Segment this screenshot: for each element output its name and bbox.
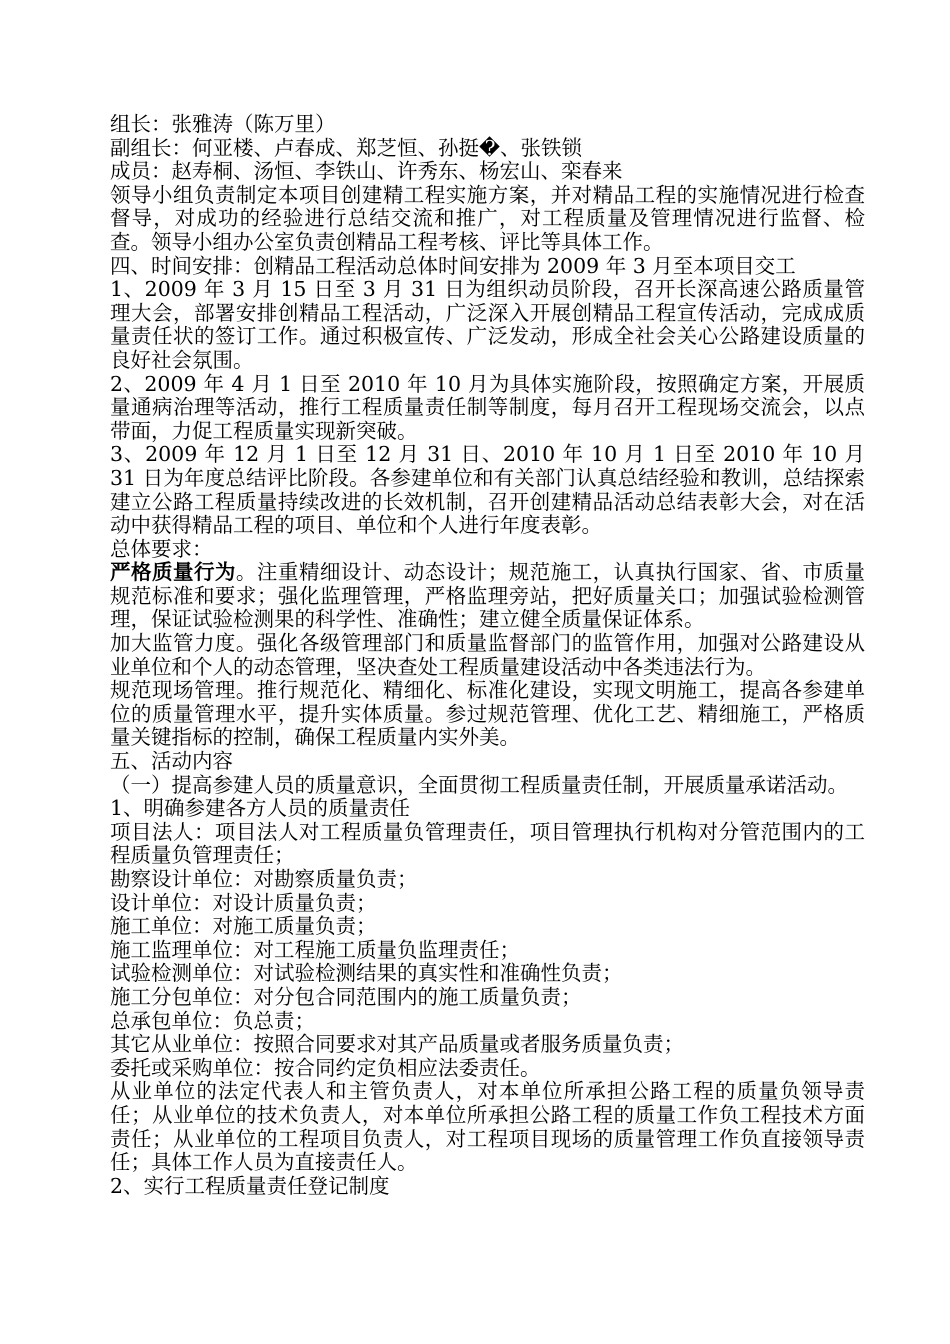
deputy-team-leaders: 副组长：何亚楼、卢春成、郑芝恒、孙挺�、张铁锁 [110,135,583,160]
team-leader: 组长：张雅涛（陈万里） [110,112,336,136]
item-one-heading: 1、明确参建各方人员的质量责任 [110,796,411,821]
overall-requirements-heading: 总体要求： [110,536,213,561]
section-five-heading: 五、活动内容 [110,749,233,774]
responsibility-procurement: 委托或采购单位：按合同约定负相应法委责任。 [110,1055,541,1080]
site-management-paragraph: 规范现场管理。推行规范化、精细化、标准化建设，实现文明施工，提高各参建单位的质量管理水平，提升实体质量。参过规范管理、优化工艺、精细施工，严格质量关键指标的控制，确保工程质量内实外美。 [110,678,865,750]
section-four-heading: 四、时间安排：创精品工程活动总体时间安排为 2009 年 3 月至本项目交工 [110,253,796,278]
strict-quality-lead: 严格质量行为 [110,560,236,585]
responsibility-construction: 施工单位：对施工质量负责； [110,914,377,939]
leadership-duties: 领导小组负责制定本项目创建精工程实施方案，并对精品工程的实施情况进行检查督导，对成功的经验进行总结交流和推广，对工程质量及管理情况进行监督、检查。领导小组办公室负责创精品工程考核、评比等具体工作。 [110,182,865,254]
item-two-heading: 2、实行工程质量责任登记制度 [110,1173,390,1198]
responsibility-testing: 试验检测单位：对试验检测结果的真实性和准确性负责； [110,961,623,986]
responsibility-other: 其它从业单位：按照合同要求对其产品质量或者服务质量负责； [110,1032,684,1057]
responsibility-subcontract: 施工分包单位：对分包合同范围内的施工质量负责； [110,984,582,1009]
document-page [110,113,865,1198]
responsibility-design: 设计单位：对设计质量负责； [110,890,377,915]
subsection-one-heading: （一）提高参建人员的质量意识，全面贯彻工程质量责任制，开展质量承诺活动。 [110,772,848,797]
responsibility-supervision: 施工监理单位：对工程施工质量负监理责任； [110,937,520,962]
responsibility-project-owner: 项目法人：项目法人对工程质量负管理责任，项目管理执行机构对分管范围内的工程质量负管理责任； [110,819,865,868]
responsibility-general-contract: 总承包单位：负总责； [110,1008,315,1033]
strict-quality-paragraph [110,561,865,632]
schedule-stage-1: 1、2009 年 3 月 15 日至 3 月 31 日为组织动员阶段，召开长深高速公路质量管理大会，部署安排创精品工程活动，广泛深入开展创精品工程宣传活动，完成成质量责任状的签订工作。通过积极宣传、广泛发动，形成全社会关心公路建设质量的良好社会氛围。 [110,277,865,372]
strict-quality-body: 。注重精细设计、动态设计；规范施工，认真执行国家、省、市质量规范标准和要求；强化监理管理，严格监理旁站，把好质量关口；加强试验检测管理，保证试验检测果的科学性、准确性；建立健全质量保证体系。 [110,560,866,632]
supervision-paragraph: 加大监管力度。强化各级管理部门和质量监督部门的监管作用，加强对公路建设从业单位和个人的动态管理，坚决查处工程质量建设活动中各类违法行为。 [110,631,865,679]
schedule-stage-2: 2、2009 年 4 月 1 日至 2010 年 10 月为具体实施阶段，按照确定方案，开展质量通病治理等活动，推行工程质量责任制等制度，每月召开工程现场交流会，以点带面，力促工程质量实现新突破。 [110,371,865,443]
responsibility-personnel: 从业单位的法定代表人和主管负责人，对本单位所承担公路工程的质量负领导责任；从业单位的技术负责人，对本单位所承担公路工程的质量工作负工程技术方面责任；从业单位的工程项目负责人，对工程项目现场的质量管理工作负直接领导责任；具体工作人员为直接责任人。 [110,1079,865,1175]
team-members: 成员：赵寿桐、汤恒、李铁山、许秀东、杨宏山、栾春来 [110,159,623,184]
responsibility-survey-design: 勘察设计单位：对勘察质量负责； [110,867,418,891]
schedule-stage-3: 3、2009 年 12 月 1 日至 12 月 31 日、2010 年 10 月 1 日至 2010 年 10 月 31 日为年度总结评比阶段。各参建单位和有关部门认真总结经验和教训，总结探索建立公路工程质量持续改进的长效机制，召开创建精品活动总结表彰大会，对在活动中获得精品工程的项目、单位和个人进行年度表彰。 [110,442,865,538]
